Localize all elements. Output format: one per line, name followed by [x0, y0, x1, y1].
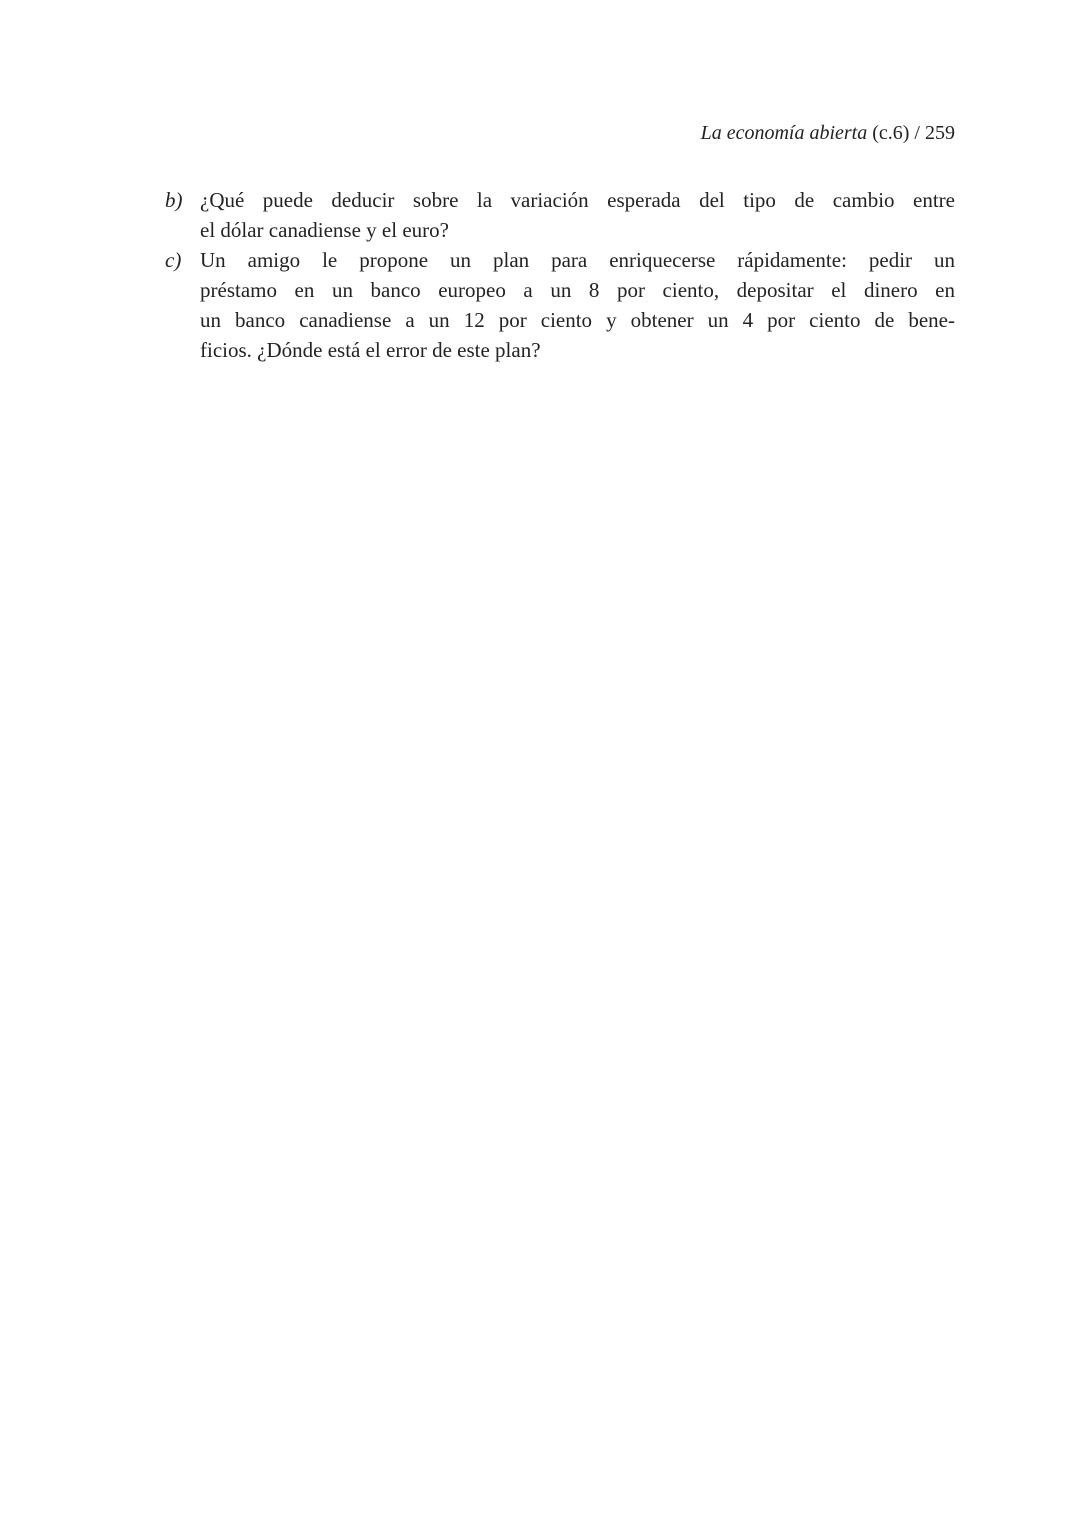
text-line: ficios. ¿Dónde está el error de este plan? — [200, 338, 541, 362]
chapter-and-page-number: (c.6) / 259 — [872, 122, 955, 144]
text-line: préstamo en un banco europeo a un 8 por ciento, depositar el dinero en — [200, 278, 955, 302]
item-label: b) — [165, 188, 183, 212]
running-header-title: La economía abierta — [700, 122, 868, 144]
exercise-list — [165, 185, 955, 365]
list-item-b — [165, 185, 955, 245]
text-line: el dólar canadiense y el euro? — [200, 218, 449, 242]
item-label: c) — [165, 248, 182, 272]
text-line: ¿Qué puede deducir sobre la variación esperada del tipo de cambio entre — [200, 188, 955, 212]
text-line: Un amigo le propone un plan para enriquecerse rápidamente: pedir un — [200, 248, 955, 272]
text-line: un banco canadiense a un 12 por ciento y obtener un 4 por ciento de bene- — [200, 308, 955, 332]
running-header — [701, 121, 955, 145]
list-item-c — [165, 245, 955, 365]
